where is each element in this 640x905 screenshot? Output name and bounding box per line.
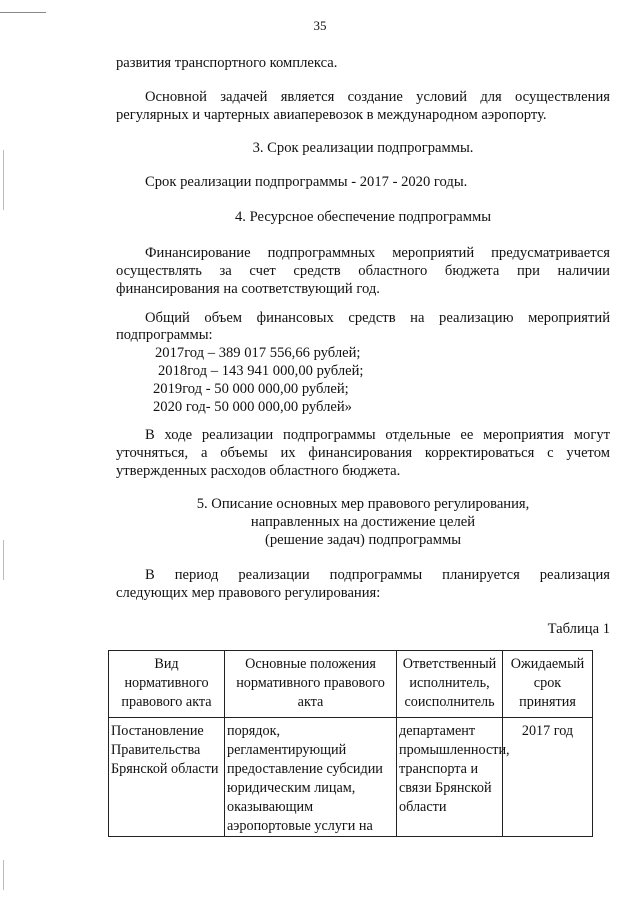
paragraph-line: осуществлять за счет средств областного бюджета при наличии (116, 263, 610, 279)
header-responsible: Ответственный исполнитель, соисполнитель (397, 651, 503, 718)
section-heading: 3. Срок реализации подпрограммы. (252, 140, 474, 156)
header-main-provisions: Основные положения нормативного правового акта (225, 651, 397, 718)
legal-measures-table (108, 650, 593, 837)
paragraph-line: утвержденных расходов областного бюджета. (116, 463, 401, 479)
paragraph-line: развития транспортного комплекса. (116, 55, 338, 71)
cell-expected-date: 2017 год (503, 718, 593, 837)
cell-responsible: департамент промышленности, транспорта и связи Брянской области (397, 718, 503, 837)
section-heading: 5. Описание основных мер правового регулирования, (196, 496, 530, 512)
table-header-row (109, 651, 593, 718)
financing-2019: 2019год - 50 000 000,00 рублей; (153, 381, 349, 397)
table-row (109, 718, 593, 837)
paragraph-line: подпрограммы: (116, 327, 213, 343)
paragraph-line: уточняться, а объемы их финансирования корректироваться с учетом (116, 445, 610, 461)
table-caption: Таблица 1 (547, 621, 610, 637)
paragraph-line: Общий объем финансовых средств на реализацию мероприятий (145, 310, 610, 326)
cell-act-type: Постановление Правительства Брянской области (109, 718, 225, 837)
financing-2020: 2020 год- 50 000 000,00 рублей» (153, 399, 352, 415)
section-heading: направленных на достижение целей (250, 514, 476, 530)
paragraph-line: Срок реализации подпрограммы - 2017 - 2020 годы. (145, 174, 468, 190)
scan-edge-mark (3, 540, 4, 580)
page-number: 35 (313, 18, 327, 33)
cell-main-provisions: порядок, регламентирующий предоставление субсидии юридическим лицам, оказывающим аэропортовые услуги на (225, 718, 397, 837)
section-heading: 4. Ресурсное обеспечение подпрограммы (234, 209, 491, 225)
paragraph-line: В ходе реализации подпрограммы отдельные ее мероприятия могут (145, 427, 610, 443)
paragraph-line: В период реализации подпрограммы планируется реализация (145, 567, 610, 583)
header-expected-date: Ожидаемый срок принятия (503, 651, 593, 718)
financing-2018: 2018год – 143 941 000,00 рублей; (158, 363, 364, 379)
financing-2017: 2017год – 389 017 556,66 рублей; (155, 345, 361, 361)
scan-edge-mark (0, 12, 46, 13)
paragraph-line: следующих мер правового регулирования: (116, 585, 381, 601)
section-heading: (решение задач) подпрограммы (264, 532, 462, 548)
scan-edge-mark (3, 150, 4, 210)
paragraph-line: регулярных и чартерных авиаперевозок в международном аэропорту. (116, 107, 547, 123)
paragraph-line: Финансирование подпрограммных мероприятий предусматривается (145, 245, 610, 261)
header-act-type: Вид нормативного правового акта (109, 651, 225, 718)
paragraph-line: Основной задачей является создание условий для осуществления (145, 89, 610, 105)
paragraph-line: финансирования на соответствующий год. (116, 281, 380, 297)
scan-edge-mark (3, 860, 4, 890)
